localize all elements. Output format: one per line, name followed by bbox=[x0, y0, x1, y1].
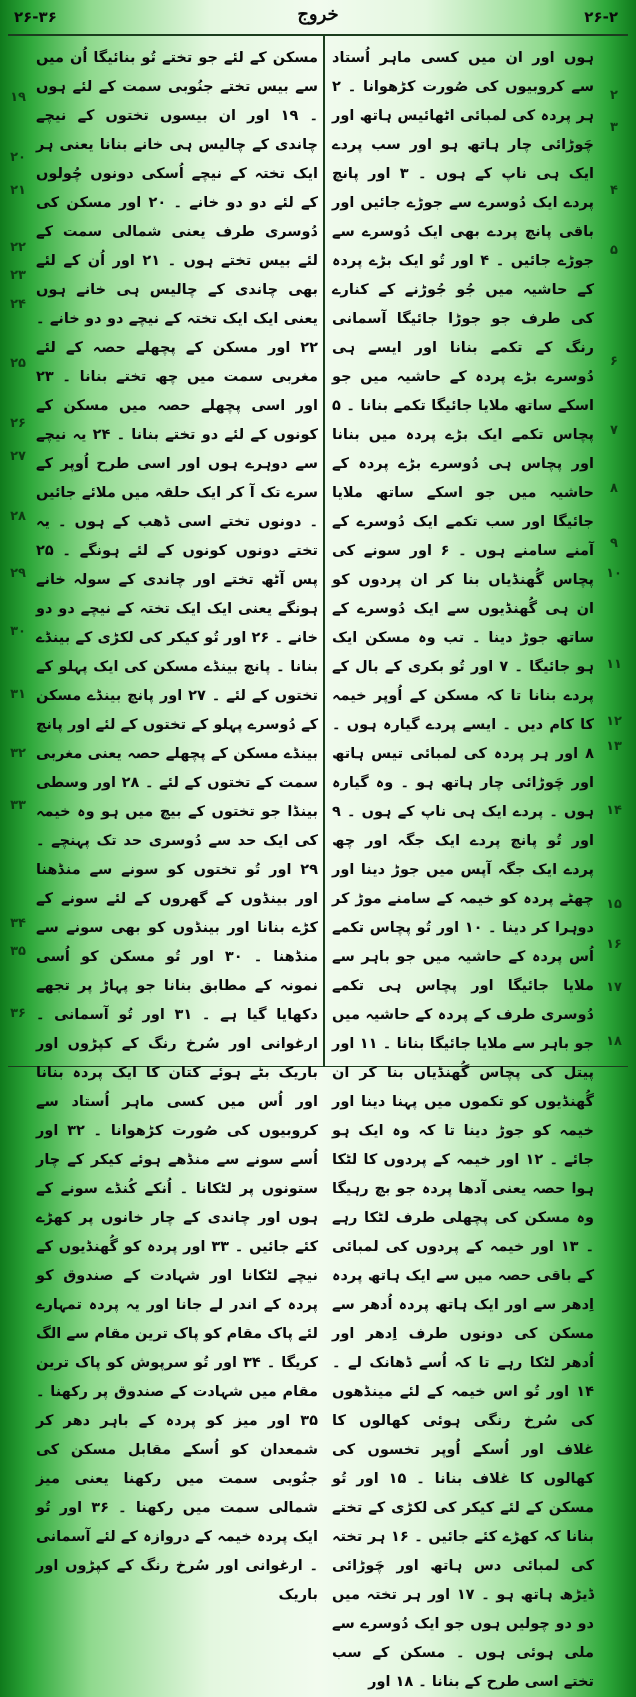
verse-number: ۱۳ bbox=[606, 739, 622, 754]
verse-number: ۱۷ bbox=[606, 980, 622, 995]
chapter-verse-range-right: ۲۶-۲ bbox=[584, 8, 618, 26]
right-verse-number-gutter bbox=[600, 0, 630, 1075]
verse-number: ۲۴ bbox=[10, 297, 26, 312]
header-rule bbox=[8, 34, 628, 36]
column-divider bbox=[323, 36, 325, 1066]
verse-number: ۲۱ bbox=[10, 183, 26, 198]
left-column-text: مسکن کے لئے جو تختے تُو بنائیگا اُن میں سے بیس تختے جنُوبی سمت کے لئے ہوں ۔ ۱۹ اور ان بیسوں تختوں کے نیچے چاندی کے چالیس ہی خانے بنانا یعنی ہر ایک تختہ کے نیچے اُسکی دونوں چُولوں کے لئے دو دو خانے ۔ ۲۰ اور مسکن کی دُوسری طرف یعنی شمالی سمت کے لئے بیس تختے ہوں ۔ ۲۱ اور اُن کے لئے بھی چاندی کے چالیس ہی خانے ہوں یعنی ایک ایک تختہ کے نیچے دو دو خانے ۔ ۲۲ اور مسکن کے پچھلے حصہ کے لئے مغربی سمت میں چھ تختے بنانا ۔ ۲۳ اور اسی پچھلے حصہ میں مسکن کے کونوں کے لئے دو تختے بنانا ۔ ۲۴ یہ نیچے سے دوہرے ہوں اور اسی طرح اُوپر کے سرے تک آ کر ایک حلقہ میں ملائے جائیں ۔ دونوں تختے اسی ڈھب کے ہوں ۔ یہ تختے دونوں کونوں کے لئے ہونگے ۔ ۲۵ پس آٹھ تختے اور چاندی کے سولہ خانے ہونگے یعنی ایک ایک تختہ کے نیچے دو دو خانے ۔ ۲۶ اور تُو کیکر کی لکڑی کے بینڈے بنانا ۔ پانچ بینڈے مسکن کی ایک پہلو کے تختوں کے لئے ۔ ۲۷ اور پانچ بینڈے مسکن کے دُوسرے پہلو کے تختوں کے لئے اور پانچ بینڈے مسکن کے پچھلے حصہ یعنی مغربی سمت کے تختوں کے لئے ۔ ۲۸ اور وسطی بینڈا جو تختوں کے بیچ میں ہو وہ خیمہ کی ایک حد سے دُوسری حد تک پہنچے ۔ ۲۹ اور تُو تختوں کو سونے سے منڈھنا اور بینڈوں کے گھروں کے لئے سونے کے کڑے بنانا اور بینڈوں کو بھی سونے سے منڈھنا ۔ ۳۰ اور تُو مسکن کو اُسی نمونہ کے مطابق بنانا جو پہاڑ پر تجھے دکھایا گیا ہے ۔ ۳۱ اور تُو آسمانی ۔ ارغوانی اور سُرخ رنگ کے کپڑوں اور باریک بٹے ہوئے کتان کا ایک پردہ بنانا اور اُس میں کسی ماہر اُستاد سے کروبیوں کی صُورت کڑھوانا ۔ ۳۲ اور اُسے سونے سے منڈھے ہوئے کیکر کے چار ستونوں پر لٹکانا ۔ اُنکے کُنڈے سونے کے ہوں اور چاندی کے چار خانوں پر کھڑے کئے جائیں ۔ ۳۳ اور پردہ کو گُھنڈیوں کے نیچے لٹکانا اور شہادت کے صندوق کو پردہ کے اندر لے جانا اور یہ پردہ تمہارے لئے پاک مقام کو پاک ترین مقام سے الگ کریگا ۔ ۳۴ اور تُو سرپوش کو پاک ترین مقام میں شہادت کے صندوق پر رکھنا ۔ ۳۵ اور میز کو پردہ کے باہر دھر کر شمعدان کو اُسکے مقابل مسکن کی جنُوبی سمت میں رکھنا یعنی میز شمالی سمت میں رکھنا ۔ ۳۶ اور تُو ایک پردہ خیمہ کے دروازہ کے لئے آسمانی ۔ ارغوانی اور سُرخ رنگ کے کپڑوں اور باریک bbox=[36, 50, 319, 1603]
verse-number: ۳۰ bbox=[10, 624, 26, 639]
chapter-verse-range-left: ۲۶-۳۶ bbox=[14, 8, 57, 26]
verse-number: ۲۸ bbox=[10, 509, 26, 524]
verse-number: ۱۰ bbox=[606, 566, 622, 581]
verse-number: ۲۰ bbox=[10, 150, 26, 165]
verse-number: ۲۹ bbox=[10, 566, 26, 581]
verse-number: ۳۱ bbox=[10, 687, 26, 702]
verse-number: ۳۵ bbox=[10, 944, 26, 959]
right-column-text: ہوں اور ان میں کسی ماہر اُستاد سے کروبیوں کی صُورت کڑھوانا ۔ ۲ ہر پردہ کی لمبائی اٹھائیس ہاتھ اور چَوڑائی چار ہاتھ ہو اور سب پردے ایک ہی ناپ کے ہوں ۔ ۳ اور پانچ پردے ایک دُوسرے سے جوڑے جائیں اور باقی پانچ پردے بھی ایک دُوسرے سے جوڑے جائیں ۔ ۴ اور تُو ایک بڑے پردہ کے حاشیہ میں جُو جُوڑنے کے کنارے کی طرف جو جوڑا جائیگا آسمانی رنگ کے تکمے بنانا اور ایسے ہی دُوسرے بڑے پردہ کے حاشیہ میں جو اسکے ساتھ ملایا جائیگا تکمے بنانا ۔ ۵ پچاس تکمے ایک بڑے پردہ میں بنانا اور پچاس ہی دُوسرے بڑے پردہ کے حاشیہ میں جو اسکے ساتھ ملایا جائیگا اور سب تکمے ایک دُوسرے کے آمنے سامنے ہوں ۔ ۶ اور سونے کی پچاس گُھنڈیاں بنا کر ان پردوں کو ان ہی گُھنڈیوں سے ایک دُوسرے کے ساتھ جوڑ دینا ۔ تب وہ مسکن ایک ہو جائیگا ۔ ۷ اور تُو بکری کے بال کے پردے بنانا تا کہ مسکن کے اُوپر خیمہ کا کام دیں ۔ ایسے پردے گیارہ ہوں ۔ ۸ اور ہر پردہ کی لمبائی تیس ہاتھ اور چَوڑائی چار ہاتھ ہو ۔ وہ گیارہ ہوں ۔ پردے ایک ہی ناپ کے ہوں ۔ ۹ اور تُو پانچ پردے ایک جگہ اور چھ پردے ایک جگہ آپس میں جوڑ دینا اور چھٹے پردہ کو خیمہ کے سامنے موڑ کر دوہرا کر دینا ۔ ۱۰ اور تُو پچاس تکمے اُس پردہ کے حاشیہ میں جو باہر سے ملایا جائیگا اور پچاس ہی تکمے دُوسری طرف کے پردہ کے حاشیہ میں جو باہر سے ملایا جائیگا بنانا ۔ ۱۱ اور پیتل کی پچاس گُھنڈیاں بنا کر ان گُھنڈیوں کو تکموں میں پہنا دینا اور خیمہ کو جوڑ دینا تا کہ وہ ایک ہو جائے ۔ ۱۲ اور خیمہ کے پردوں کا لٹکا ہوا حصہ یعنی آدھا پردہ جو بچ رہیگا وہ مسکن کی پچھلی طرف لٹکا رہے ۔ ۱۳ اور خیمہ کے پردوں کی لمبائی کے باقی حصہ میں سے ایک ہاتھ پردہ اِدھر سے اور ایک ہاتھ پردہ اُدھر سے مسکن کی دونوں طرف اِدھر اور اُدھر لٹکا رہے تا کہ اُسے ڈھانک لے ۔ ۱۴ اور تُو اس خیمہ کے لئے مینڈھوں کی سُرخ رنگی ہوئی کھالوں کا غلاف اور اُسکے اُوپر تخسوں کی کھالوں کا غلاف بنانا ۔ ۱۵ اور تُو مسکن کے لئے کیکر کی لکڑی کے تختے بنانا کہ کھڑے کئے جائیں ۔ ۱۶ ہر تختہ کی لمبائی دس ہاتھ اور چَوڑائی ڈیڑھ ہاتھ ہو ۔ ۱۷ اور ہر تختہ میں دو دو چولیں ہوں جو ایک دُوسرے سے ملی ہوئی ہوں ۔ مسکن کے سب تختے اسی طرح کے بنانا ۔ ۱۸ اور bbox=[332, 50, 594, 1690]
verse-number: ۳۲ bbox=[10, 746, 26, 761]
verse-number: ۲۵ bbox=[10, 356, 26, 371]
verse-number: ۸ bbox=[610, 481, 618, 496]
book-title: خروج bbox=[297, 4, 339, 25]
left-verse-number-gutter bbox=[4, 0, 34, 1075]
verse-number: ۱۱ bbox=[606, 657, 622, 672]
verse-number: ۲۷ bbox=[10, 449, 26, 464]
verse-number: ۱۶ bbox=[606, 937, 622, 952]
verse-number: ۵ bbox=[610, 243, 618, 258]
verse-number: ۱۲ bbox=[606, 714, 622, 729]
verse-number: ۳۴ bbox=[10, 916, 26, 931]
verse-number: ۱۵ bbox=[606, 897, 622, 912]
page-header bbox=[0, 0, 636, 34]
verse-number: ۱۸ bbox=[606, 1034, 622, 1049]
verse-number: ۷ bbox=[610, 423, 618, 438]
verse-number: ۱۴ bbox=[606, 803, 622, 818]
verse-number: ۲ bbox=[610, 88, 618, 103]
verse-number: ۳ bbox=[610, 120, 618, 135]
verse-number: ۹ bbox=[610, 536, 618, 551]
verse-number: ۲۲ bbox=[10, 240, 26, 255]
verse-number: ۳۶ bbox=[10, 1006, 26, 1021]
verse-number: ۴ bbox=[610, 183, 618, 198]
verse-number: ۶ bbox=[610, 354, 618, 369]
verse-number: ۲۳ bbox=[10, 268, 26, 283]
verse-number: ۱۹ bbox=[10, 90, 26, 105]
verse-number: ۳۳ bbox=[10, 798, 26, 813]
verse-number: ۲۶ bbox=[10, 416, 26, 431]
